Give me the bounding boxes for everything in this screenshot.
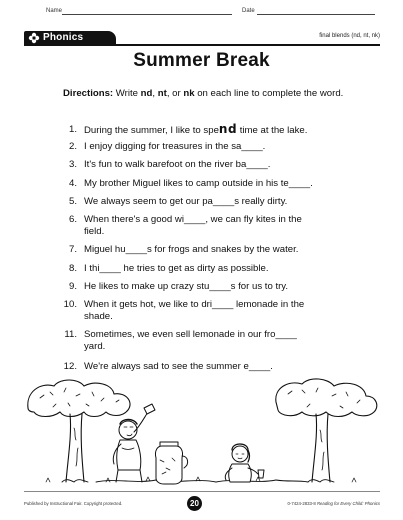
girl-with-cup [225,444,264,482]
item-text [84,361,344,373]
item-text [84,329,316,353]
item-text [84,124,344,137]
item-text-start: Miguel hu [84,244,126,255]
blend-nd: nd [140,88,153,99]
left-tree-canopy [28,380,130,417]
item-text-start: I enjoy digging for treasures in the sa [84,141,242,152]
isbn: 0-7424-2833-8 [287,501,316,506]
book-info [288,501,380,506]
directions-text: , or [166,88,184,99]
item-text-start: My brother Miguel likes to camp outside in his te [84,178,289,189]
book-title: Reading for Every Child: Phonics [316,501,380,506]
item-text-end: . [262,141,266,152]
item-text-end: . [310,178,313,189]
left-tree-trunk [66,414,84,482]
answer-blank[interactable]: ____ [125,244,147,255]
item-text-end: . [267,159,271,170]
grass-ground [96,480,308,482]
item-text-end: yard. [84,340,106,352]
item-text-end: lemonade in the shade. [84,299,305,322]
item-text-start: Sometimes, we even sell lemonade in our fro [84,329,276,340]
item-text-end: s for frogs and snakes by the water. [146,244,299,255]
answer-blank[interactable]: ____ [212,196,235,207]
item-text-end: . [270,361,273,372]
item-text [84,299,306,323]
page-footer [24,491,380,512]
item-text-start: When there's a good wi [84,214,184,225]
item-number: 9. [68,281,77,292]
blend-nt: nt [157,88,167,99]
item-text [84,178,344,190]
item-number: 8. [68,263,77,274]
item-number: 10. [63,299,77,310]
item-text [84,244,344,256]
name-line [62,14,232,15]
page-title: Summer Break [133,50,270,71]
item-number: 7. [68,244,77,255]
item-text [84,196,344,208]
answer-blank[interactable]: ____ [275,329,297,340]
item-text [84,263,344,275]
item-text-start: We're always sad to see the summer e [84,361,249,372]
directions [63,88,345,100]
filled-answer: nd [218,122,238,136]
item-text-start: He likes to make up crazy stu [84,281,210,292]
header-band [24,31,380,46]
answer-blank[interactable]: ____ [241,141,263,152]
directions-text: , [152,88,158,99]
answer-blank[interactable]: ____ [246,159,268,170]
answer-blank[interactable]: ____ [99,263,121,274]
answer-blank[interactable]: ____ [209,281,231,292]
item-text [84,141,344,153]
item-number: 12. [63,361,77,372]
directions-text: on each line to complete the word. [194,88,344,99]
right-tree-canopy [276,379,377,417]
item-text-end: he tries to get as dirty as possible. [120,263,269,274]
blend-nk: nk [183,88,195,99]
item-text-start: I thi [84,263,100,274]
item-text [84,281,344,293]
item-number: 1. [68,124,77,135]
item-number: 2. [68,141,77,152]
publisher-note: Published by Instructional Fair. Copyright protected. [24,501,123,506]
answer-blank[interactable]: ____ [211,299,234,310]
item-text-end: , we can fly kites in the field. [84,214,302,237]
item-number: 5. [68,196,77,207]
date-label: Date [242,8,255,14]
directions-text: Write [113,88,141,99]
summer-illustration [26,378,380,490]
answer-blank[interactable]: ____ [183,214,206,225]
skill-label: final blends (nd, nt, nk) [319,33,380,39]
page-number: 20 [187,496,202,511]
item-text-start: It's fun to walk barefoot on the river ba [84,159,247,170]
subject-label: Phonics [43,32,84,43]
item-text-start: We always seem to get our pa [84,196,213,207]
lemonade-jug [155,442,187,484]
item-number: 11. [64,329,77,340]
name-label: Name [46,8,63,14]
name-date-row [46,8,374,20]
flower-icon [28,32,40,44]
item-text-end: time at the lake. [237,125,308,136]
item-text [84,159,344,171]
directions-label: Directions: [63,88,114,99]
subject-badge [24,31,116,44]
item-text-end: s really dirty. [234,196,288,207]
item-number: 3. [68,159,77,170]
item-text-start: During the summer, I like to spe [84,125,219,136]
item-number: 6. [68,214,77,225]
right-tree-trunk [312,414,330,482]
item-text [84,214,302,238]
answer-blank[interactable]: ____ [248,361,271,372]
answer-blank[interactable]: ____ [288,178,311,189]
item-number: 4. [68,178,77,189]
item-text-end: s for us to try. [230,281,289,292]
date-line [257,14,375,15]
item-text-start: When it gets hot, we like to dri [84,299,212,310]
